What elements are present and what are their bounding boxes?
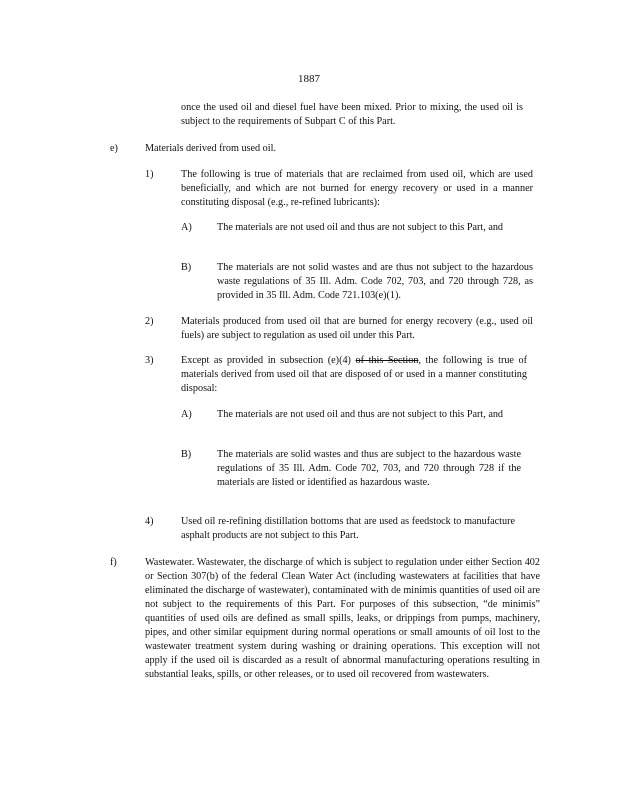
item-e1b-label: B) bbox=[181, 262, 192, 273]
intro-paragraph: once the used oil and diesel fuel have been mixed. Prior to mixing, the used oil is subject to the requirements of Subpart C of this Part. bbox=[181, 102, 523, 127]
page-number: 1887 bbox=[298, 73, 320, 85]
struck-text: of this Section bbox=[355, 355, 419, 366]
section-e-label: e) bbox=[110, 143, 118, 154]
item-e1-label: 1) bbox=[145, 169, 154, 180]
item-e1a-label: A) bbox=[181, 222, 192, 233]
item-e1b-text: The materials are not solid wastes and are thus not subject to the hazardous waste regulations of 35 Ill. Adm. Code 702, 703, and 720 through 728, as provided in 35 Ill. Adm. Code 721.103(e)(1). bbox=[217, 262, 533, 301]
item-e3-text bbox=[181, 354, 527, 396]
item-e3-text-after: , the following is true of materials derived from used oil that are disposed of or used in a manner constituting disposal: bbox=[181, 355, 528, 394]
item-e3a-text: The materials are not used oil and thus are not subject to this Part, and bbox=[217, 409, 504, 420]
item-e2-label: 2) bbox=[145, 316, 154, 327]
item-e4-text: Used oil re-refining distillation bottoms that are used as feedstock to manufacture asphalt products are not subject to this Part. bbox=[181, 516, 515, 541]
item-e3-label: 3) bbox=[145, 355, 154, 366]
item-e3b-label: B) bbox=[181, 449, 192, 460]
item-e3-text-before: Except as provided in subsection (e)(4) bbox=[181, 355, 351, 366]
item-e2-text: Materials produced from used oil that are burned for energy recovery (e.g., used oil fuels) are subject to regulation as used oil under this Part. bbox=[181, 316, 533, 341]
item-e3a-label: A) bbox=[181, 409, 192, 420]
section-f-label: f) bbox=[110, 557, 117, 568]
section-e-heading: Materials derived from used oil. bbox=[145, 143, 276, 154]
item-e4-label: 4) bbox=[145, 516, 154, 527]
item-e1a-text: The materials are not used oil and thus are not subject to this Part, and bbox=[217, 222, 504, 233]
item-e3b-text: The materials are solid wastes and thus are subject to the hazardous waste regulations of 35 Ill. Adm. Code 702, 703, and 720 through 728 if the materials are listed or identified as hazardous waste. bbox=[217, 449, 521, 488]
section-f-text: Wastewater. Wastewater, the discharge of which is subject to regulation under either Section 402 or Section 307(b) of the federal Clean Water Act (including wastewaters at facilities that have eliminated the discharge of wastewater), contaminated with de minimis quantities of used oil are not subject to the requirements of this Part. For purposes of this subsection, “de minimis” quantities of used oils are defined as small spills, leaks, or drippings from pumps, machinery, pipes, and other similar equipment during normal operations or small amounts of oil lost to the wastewater treatment system during washing or draining operations. This exception will not apply if the used oil is discarded as a result of abnormal manufacturing operations resulting in substantial leaks, spills, or other releases, or to used oil recovered from wastewaters. bbox=[145, 557, 540, 680]
item-e1-text: The following is true of materials that are reclaimed from used oil, which are used beneficially, and which are not burned for energy recovery or used in a manner constituting disposal (e.g., re-refined lubricants): bbox=[181, 169, 533, 208]
